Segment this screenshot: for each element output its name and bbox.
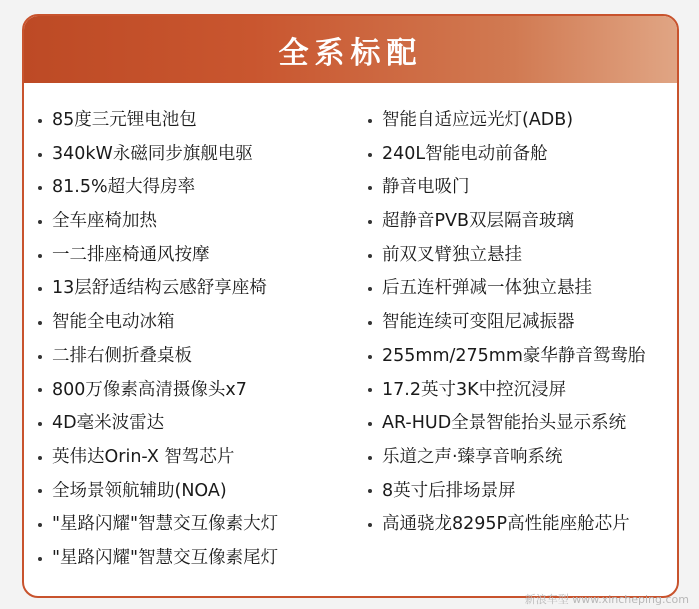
standard-features-card (22, 14, 679, 598)
feature-label: 13层舒适结构云感舒享座椅 (52, 278, 267, 299)
feature-item (368, 306, 645, 340)
bullet-dot-icon (38, 287, 42, 291)
bullet-dot-icon (368, 456, 372, 460)
feature-item (38, 272, 278, 306)
header-title: 全系标配 (278, 35, 423, 71)
feature-item (38, 205, 278, 239)
feature-label: 智能自适应远光灯(ADB) (382, 110, 574, 130)
feature-label: 81.5%超大得房率 (52, 177, 196, 198)
bullet-dot-icon (38, 153, 42, 157)
feature-item (38, 374, 278, 408)
feature-label: "星路闪耀"智慧交互像素尾灯 (52, 547, 279, 568)
feature-label: 超静音PVB双层隔音玻璃 (382, 211, 575, 232)
feature-item (368, 272, 645, 306)
feature-label: 智能全电动冰箱 (52, 312, 175, 333)
feature-item (38, 475, 278, 509)
feature-label: 8英寸后排场景屏 (382, 480, 516, 501)
feature-label: 800万像素高清摄像头x7 (52, 379, 247, 400)
feature-item (38, 138, 278, 172)
bullet-dot-icon (38, 523, 42, 527)
feature-label: 高通骁龙8295P高性能座舱芯片 (382, 514, 630, 535)
feature-label: 静音电吸门 (382, 177, 470, 198)
feature-label: 全场景领航辅助(NOA) (52, 480, 227, 501)
feature-label: 后五连杆弹减一体独立悬挂 (382, 278, 592, 299)
left-feature-list (38, 104, 278, 576)
feature-item (368, 441, 645, 475)
right-feature-list (368, 104, 645, 542)
feature-item (368, 340, 645, 374)
feature-label: 智能连续可变阻尼减振器 (382, 312, 575, 333)
feature-label: 乐道之声·臻享音响系统 (382, 446, 563, 467)
bullet-dot-icon (38, 489, 42, 493)
feature-label: 85度三元锂电池包 (52, 110, 197, 130)
bullet-dot-icon (368, 388, 372, 392)
feature-label: AR-HUD全景智能抬头显示系统 (382, 413, 627, 434)
feature-label: 全车座椅加热 (52, 211, 157, 232)
feature-label: 240L智能电动前备舱 (382, 143, 548, 164)
bullet-dot-icon (38, 388, 42, 392)
bullet-dot-icon (368, 287, 372, 291)
bullet-dot-icon (368, 489, 372, 493)
bullet-dot-icon (368, 186, 372, 190)
feature-item (368, 508, 645, 542)
feature-item (368, 171, 645, 205)
feature-item (38, 104, 278, 138)
feature-item (38, 340, 278, 374)
feature-item (368, 239, 645, 273)
bullet-dot-icon (368, 355, 372, 359)
watermark: 新浪车型 www.xincheping.com (524, 593, 689, 606)
bullet-dot-icon (38, 422, 42, 426)
feature-label: "星路闪耀"智慧交互像素大灯 (52, 514, 279, 535)
feature-label: 前双叉臂独立悬挂 (382, 244, 522, 265)
feature-label: 英伟达Orin-X 智驾芯片 (52, 446, 235, 467)
feature-label: 17.2英寸3K中控沉浸屏 (382, 379, 567, 400)
bullet-dot-icon (38, 355, 42, 359)
feature-item (368, 205, 645, 239)
bullet-dot-icon (368, 523, 372, 527)
feature-item (38, 508, 278, 542)
bullet-dot-icon (368, 220, 372, 224)
bullet-dot-icon (38, 186, 42, 190)
bullet-dot-icon (368, 422, 372, 426)
feature-item (38, 239, 278, 273)
bullet-dot-icon (368, 153, 372, 157)
feature-item (38, 171, 278, 205)
feature-item (38, 306, 278, 340)
feature-item (38, 441, 278, 475)
bullet-dot-icon (38, 456, 42, 460)
bullet-dot-icon (368, 119, 372, 123)
feature-item (368, 475, 645, 509)
header-banner (24, 16, 677, 83)
bullet-dot-icon (368, 254, 372, 258)
feature-label: 255mm/275mm豪华静音鸳鸯胎 (382, 345, 646, 366)
feature-label: 一二排座椅通风按摩 (52, 244, 210, 265)
bullet-dot-icon (368, 321, 372, 325)
bullet-dot-icon (38, 119, 42, 123)
feature-item (368, 374, 645, 408)
feature-label: 340kW永磁同步旗舰电驱 (52, 143, 253, 164)
bullet-dot-icon (38, 557, 42, 561)
feature-item (368, 407, 645, 441)
feature-item (38, 407, 278, 441)
bullet-dot-icon (38, 254, 42, 258)
feature-label: 二排右侧折叠桌板 (52, 345, 192, 366)
feature-label: 4D毫米波雷达 (52, 413, 165, 434)
bullet-dot-icon (38, 220, 42, 224)
feature-item (368, 138, 645, 172)
feature-item (368, 104, 645, 138)
bullet-dot-icon (38, 321, 42, 325)
feature-item (38, 542, 278, 576)
